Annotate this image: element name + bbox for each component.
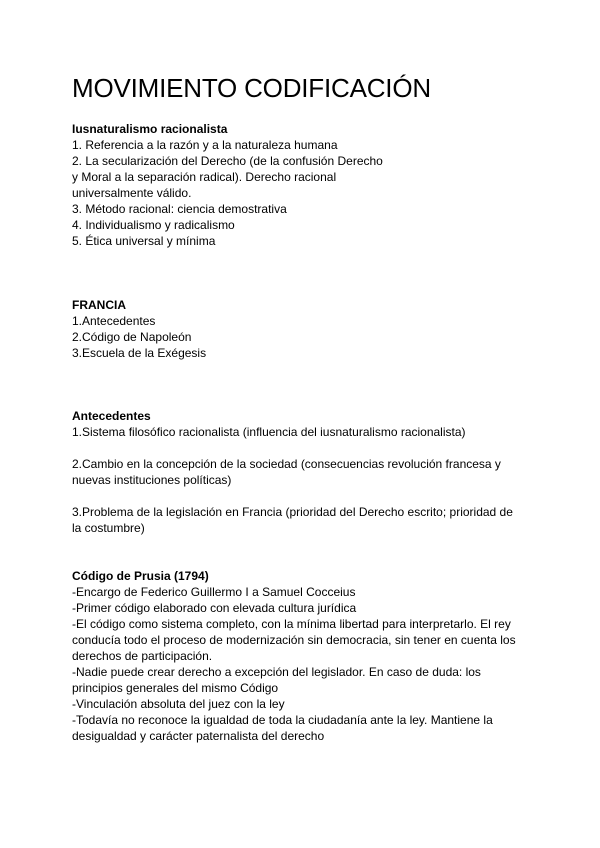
text-line: -Todavía no reconoce la igualdad de toda la ciudadanía ante la ley. Mantiene la (72, 713, 493, 727)
text-line: -Nadie puede crear derecho a excepción del legislador. En caso de duda: los (72, 665, 481, 679)
text-line: -Primer código elaborado con elevada cultura jurídica (72, 601, 357, 615)
text-line: -Vinculación absoluta del juez con la ley (72, 697, 285, 711)
text-line: derechos de participación. (72, 649, 213, 663)
text-line: conducía todo el proceso de modernización sin democracia, sin tener en cuenta los (72, 633, 516, 647)
section-heading-iusnaturalismo: Iusnaturalismo racionalista (72, 122, 228, 136)
text-line: la costumbre) (72, 521, 145, 535)
section-heading-prusia: Código de Prusia (1794) (72, 569, 209, 583)
text-line: 2.Cambio en la concepción de la sociedad (consecuencias revolución francesa y (72, 457, 501, 471)
section-heading-antecedentes: Antecedentes (72, 409, 151, 423)
section-antecedentes (72, 408, 542, 536)
text-line: 3.Escuela de la Exégesis (72, 346, 207, 360)
text-line: y Moral a la separación radical). Derecho racional (72, 170, 337, 184)
text-line: 2. La secularización del Derecho (de la confusión Derecho (72, 154, 383, 168)
text-line: 3.Problema de la legislación en Francia (prioridad del Derecho escrito; prioridad de (72, 505, 513, 519)
text-line: -El código como sistema completo, con la mínima libertad para interpretarlo. El rey (72, 617, 511, 631)
section-iusnaturalismo (72, 121, 542, 249)
document-title: MOVIMIENTO CODIFICACIÓN (72, 73, 431, 103)
text-line: 1.Sistema filosófico racionalista (influencia del iusnaturalismo racionalista) (72, 425, 466, 439)
text-line: 5. Ética universal y mínima (72, 234, 216, 248)
text-line: 2.Código de Napoleón (72, 330, 192, 344)
text-line: 3. Método racional: ciencia demostrativa (72, 202, 287, 216)
text-line: universalmente válido. (72, 186, 192, 200)
text-line: 1.Antecedentes (72, 314, 156, 328)
text-line: -Encargo de Federico Guillermo I a Samuel Cocceius (72, 585, 356, 599)
section-francia (72, 297, 542, 361)
section-prusia (72, 568, 542, 744)
section-heading-francia: FRANCIA (72, 298, 126, 312)
text-line: 4. Individualismo y radicalismo (72, 218, 235, 232)
text-line: desigualdad y carácter paternalista del derecho (72, 729, 325, 743)
text-line: principios generales del mismo Código (72, 681, 279, 695)
text-line: 1. Referencia a la razón y a la naturaleza humana (72, 138, 338, 152)
text-line: nuevas instituciones políticas) (72, 473, 232, 487)
